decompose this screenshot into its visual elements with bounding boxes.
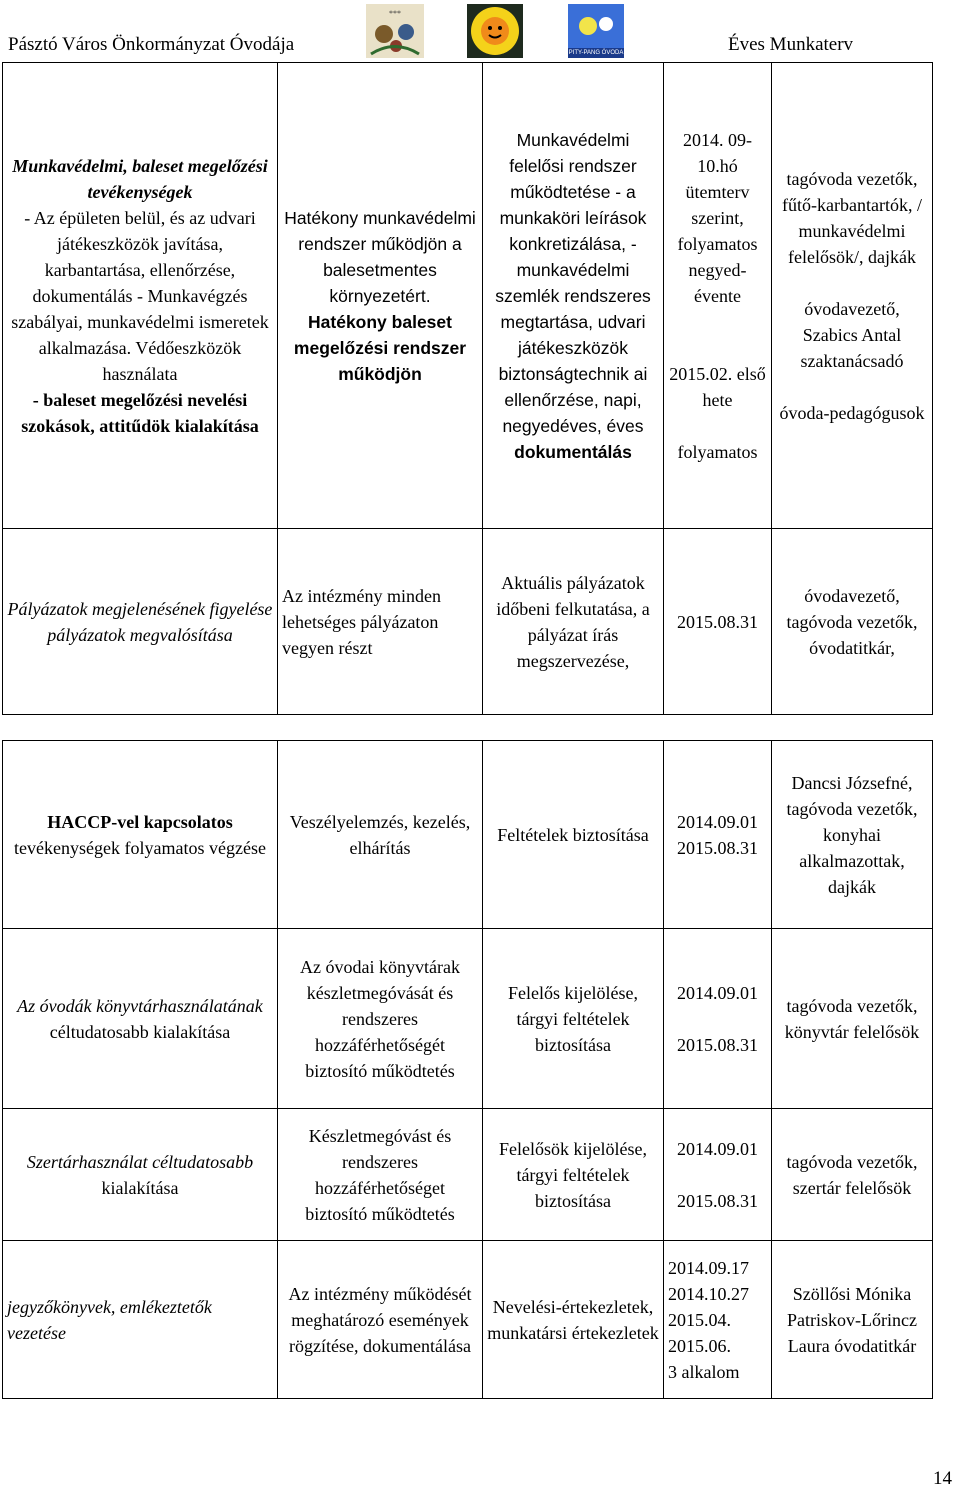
table-row — [3, 741, 933, 929]
cell-tasks — [483, 63, 664, 529]
cell-library-goal — [278, 929, 483, 1109]
minutes-date-2: 2014.10.27 — [668, 1283, 749, 1304]
storeroom-date-b: 2015.08.31 — [677, 1190, 758, 1211]
goal-text: Hatékony munkavédelmi rendszer működjön a balesetmentes környezetért. — [284, 207, 476, 306]
storeroom-responsible: tagóvoda vezetők, szertár felelősök — [786, 1151, 918, 1198]
tender-tasks: Aktuális pályázatok időbeni felkutatása, a pályázat írás megszervezése, — [496, 572, 650, 671]
minutes-tasks: Nevelési-értekezletek, munkatársi értekezletek — [487, 1296, 659, 1343]
cell-minutes-responsible — [772, 1241, 933, 1399]
cell-storeroom-tasks — [483, 1109, 664, 1241]
table-row — [3, 1241, 933, 1399]
haccp-responsible: Dancsi Józsefné, tagóvoda vezetők, konyhai alkalmazottak, dajkák — [786, 772, 918, 897]
header-left: Pásztó Város Önkormányzat Óvodája — [8, 34, 295, 55]
cell-haccp-tasks — [483, 741, 664, 929]
cell-haccp-deadline — [664, 741, 772, 929]
flower-logo — [366, 4, 424, 58]
cell-haccp-responsible — [772, 741, 933, 929]
library-date-b: 2015.08.31 — [677, 1034, 758, 1055]
cell-tender-goal — [278, 529, 483, 715]
storeroom-italic: Szertárhasználat céltudatosabb — [26, 1151, 254, 1172]
cell-minutes-activity — [3, 1241, 278, 1399]
cell-responsible — [772, 63, 933, 529]
activity-title: Munkavédelmi, baleset megelőzési tevékenységek — [12, 155, 268, 202]
deadline-c: folyamatos — [677, 441, 758, 462]
page-number: 14 — [933, 1468, 952, 1489]
minutes-italic: jegyzőkönyvek, emlékeztetők vezetése — [7, 1296, 212, 1343]
minutes-date-3: 2015.04. — [668, 1309, 731, 1330]
responsible-a: tagóvoda vezetők, fűtő-karbantartók, / munkavédelmi felelősök/, dajkák — [782, 168, 922, 267]
activity-bold: - baleset megelőzési nevelési szokások, attitűdök kialakítása — [21, 389, 259, 436]
table-row — [3, 1109, 933, 1241]
library-tasks: Felelős kijelölése, tárgyi feltételek biztosítása — [508, 982, 638, 1055]
tasks-bold: dokumentálás — [514, 441, 632, 462]
library-italic: Az óvodák könyvtárhasználatának — [17, 995, 263, 1016]
tender-activity: Pályázatok megjelenésének figyelése pályázatok megvalósítása — [7, 598, 273, 645]
cell-minutes-deadline — [664, 1241, 772, 1399]
minutes-goal: Az intézmény működését meghatározó események rögzítése, dokumentálása — [288, 1283, 472, 1356]
storeroom-date-a: 2014.09.01 — [677, 1138, 758, 1159]
minutes-responsible: Szöllősi Mónika Patriskov-Lőrincz Laura óvodatitkár — [787, 1283, 917, 1356]
haccp-bold: HACCP-vel kapcsolatos — [47, 811, 233, 832]
storeroom-rest: kialakítása — [101, 1177, 179, 1198]
cell-haccp-activity — [3, 741, 278, 929]
sun-logo — [467, 4, 523, 58]
table-tenders — [2, 528, 933, 715]
header-right: Éves Munkaterv — [728, 34, 854, 55]
pity-pang-logo — [568, 4, 624, 58]
cell-deadline — [664, 63, 772, 529]
haccp-date-a: 2014.09.01 — [677, 811, 758, 832]
minutes-date-4: 2015.06. — [668, 1335, 731, 1356]
storeroom-goal: Készletmegóvást és rendszeres hozzáférhetőséget biztosító működtetés — [305, 1125, 455, 1224]
library-date-a: 2014.09.01 — [677, 982, 758, 1003]
cell-activity — [3, 63, 278, 529]
cell-minutes-tasks — [483, 1241, 664, 1399]
cell-tender-deadline — [664, 529, 772, 715]
responsible-b: óvodavezető, Szabics Antal szaktanácsadó — [800, 298, 904, 371]
cell-haccp-goal — [278, 741, 483, 929]
minutes-count: 3 alkalom — [668, 1361, 740, 1382]
cell-storeroom-goal — [278, 1109, 483, 1241]
tender-deadline: 2015.08.31 — [677, 611, 758, 632]
table-documents — [2, 740, 933, 1399]
deadline-b: 2015.02. első hete — [669, 363, 766, 410]
cell-library-responsible — [772, 929, 933, 1109]
logo-caption: PITY-PANG ÓVODA — [568, 50, 624, 56]
cell-storeroom-activity — [3, 1109, 278, 1241]
haccp-rest: tevékenységek folyamatos végzése — [14, 837, 266, 858]
cell-minutes-goal — [278, 1241, 483, 1399]
tender-goal: Az intézmény minden lehetséges pályázaton vegyen részt — [282, 585, 441, 658]
cell-library-deadline — [664, 929, 772, 1109]
haccp-tasks: Feltételek biztosítása — [497, 824, 649, 845]
cell-tender-activity — [3, 529, 278, 715]
tender-responsible: óvodavezető, tagóvoda vezetők, óvodatitkár, — [786, 585, 918, 658]
goal-bold: Hatékony baleset megelőzési rendszer működjön — [293, 311, 467, 384]
library-rest: céltudatosabb kialakítása — [49, 1021, 231, 1042]
tasks-text: Munkavédelmi felelősi rendszer működtetése - a munkaköri leírások konkretizálása, - munkavédelmi szemlék rendszeres megtartása, udvari játékeszközök biztonságtechnik ai ellenőrzése, napi, negyedéves, éves — [495, 129, 651, 436]
cell-tender-responsible — [772, 529, 933, 715]
svg-text:***: *** — [389, 9, 401, 18]
minutes-date-1: 2014.09.17 — [668, 1257, 749, 1278]
haccp-date-b: 2015.08.31 — [677, 837, 758, 858]
library-responsible: tagóvoda vezetők, könyvtár felelősök — [784, 995, 920, 1042]
cell-tender-tasks — [483, 529, 664, 715]
storeroom-tasks: Felelősök kijelölése, tárgyi feltételek biztosítása — [499, 1138, 647, 1211]
cell-storeroom-deadline — [664, 1109, 772, 1241]
cell-library-tasks — [483, 929, 664, 1109]
cell-library-activity — [3, 929, 278, 1109]
table-row — [3, 929, 933, 1109]
cell-storeroom-responsible — [772, 1109, 933, 1241]
activity-body: - Az épületen belül, és az udvari játékeszközök javítása, karbantartása, ellenőrzése, dokumentálás - Munkavégzés szabályai, munkavédelmi ismeretek alkalmazása. Védőeszközök használata — [11, 207, 269, 384]
table-workplace-safety — [2, 62, 933, 529]
haccp-goal: Veszélyelemzés, kezelés, elhárítás — [289, 811, 471, 858]
library-goal: Az óvodai könyvtárak készletmegóvását és rendszeres hozzáférhetőségét biztosító működtetés — [300, 956, 460, 1081]
responsible-c: óvoda-pedagógusok — [779, 402, 925, 423]
deadline-a: 2014. 09- 10.hó ütemterv szerint, folyamatos negyed-évente — [677, 129, 758, 306]
cell-goal — [278, 63, 483, 529]
